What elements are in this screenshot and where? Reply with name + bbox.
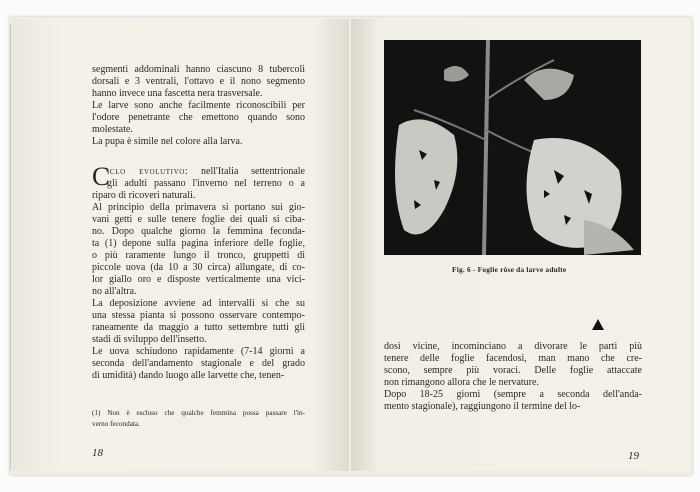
text-line: segmenti addominali hanno ciascuno 8 tubercoli xyxy=(92,64,305,75)
drop-cap: C xyxy=(92,162,110,191)
text-line: Le uova schiudono rapidamente (7-14 giorni a xyxy=(92,346,305,357)
text-line: La pupa è simile nel colore alla larva. xyxy=(92,136,243,147)
right-paragraphs xyxy=(384,341,642,413)
text-line: riparo di ricoveri naturali. xyxy=(92,190,196,201)
text-line: La deposizione avviene ad intervalli sì che su xyxy=(92,298,305,309)
text-line: Al principio della primavera si portano sui gio- xyxy=(92,202,305,213)
footnote-line: (1) Non è escluso che qualche femmina possa passare l'in- xyxy=(92,409,305,417)
text-line: Le larve sono anche facilmente riconoscibili per xyxy=(92,100,305,111)
text-line: seconda dell'andamento stagionale e del grado xyxy=(92,358,305,369)
text-line: no. Dopo qualche giorno la femmina feconda- xyxy=(92,226,305,237)
text-line: di umidità) dando luogo alle larvette che, tenen- xyxy=(92,370,285,381)
text-line: gli adulti passano l'inverno nel terreno o a xyxy=(107,178,305,189)
paragraph xyxy=(92,100,305,136)
text-line: o più raramente lungo il tronco, gruppetti di xyxy=(92,250,305,261)
section-ciclo-evolutivo xyxy=(92,162,305,202)
text-line: vani getti e sulle tenere foglie dei quali si ciba- xyxy=(92,214,305,225)
page-number-right: 19 xyxy=(628,450,639,462)
text-line: ta (1) depone sulla pagina inferiore delle foglie, xyxy=(92,238,305,249)
text-line: piccole uova (da 10 a 30 circa) allungate, di co- xyxy=(92,262,305,273)
paragraph xyxy=(92,202,305,298)
text-line: l'odore penetrante che emettono quando sono xyxy=(92,112,305,123)
text-line: tenere delle foglie facendosi, man mano che cre- xyxy=(384,353,642,364)
paragraph xyxy=(384,341,642,389)
text-line: non rimangono allora che le nervature. xyxy=(384,377,539,388)
text-line: hanno invece una fascetta nera trasversale. xyxy=(92,88,263,99)
text-line: mento stagionale), raggiungono il termine del lo- xyxy=(384,401,581,412)
figure-caption: Fig. 6 - Foglie rôse da larve adulte xyxy=(452,265,567,274)
left-text-column xyxy=(92,64,305,382)
paragraph xyxy=(92,136,305,148)
intro-paragraphs xyxy=(92,64,305,148)
text-line: raneamente da maggio a tutto settembre tutti gli xyxy=(92,322,305,333)
footnote xyxy=(92,408,305,430)
section-heading: iclo evolutivo: xyxy=(107,166,189,177)
right-text-column xyxy=(384,341,642,413)
text-line: stadi di sviluppo dell'insetto. xyxy=(92,334,207,345)
text-line: no all'altra. xyxy=(92,286,137,297)
text-line: molestate. xyxy=(92,124,133,135)
paragraph xyxy=(92,298,305,346)
footnote-line: verno fecondata. xyxy=(92,420,140,428)
leaf-photo-illustration xyxy=(384,40,641,255)
paragraph xyxy=(384,389,642,413)
paragraph xyxy=(92,346,305,382)
text-line: nell'Italia settentrionale xyxy=(201,166,305,177)
triangle-marker-icon xyxy=(592,319,604,330)
text-line: dosi vicine, incominciano a divorare le parti più xyxy=(384,341,642,352)
text-line: scono, sempre più voraci. Delle foglie attaccate xyxy=(384,365,642,376)
text-line: Dopo 18-25 giorni (sempre a seconda dell'anda- xyxy=(384,389,642,400)
page-number-left: 18 xyxy=(92,447,103,459)
text-line: lor giallo oro e disposte verticalmente una vici- xyxy=(92,274,305,285)
body-paragraphs xyxy=(92,202,305,382)
text-line: dorsali e 3 ventrali, l'ottavo e il nono segmento xyxy=(92,76,305,87)
figure-photo-leaves xyxy=(384,40,641,255)
text-line: una stessa pianta si possono osservare contempo- xyxy=(92,310,305,321)
paragraph xyxy=(92,64,305,100)
